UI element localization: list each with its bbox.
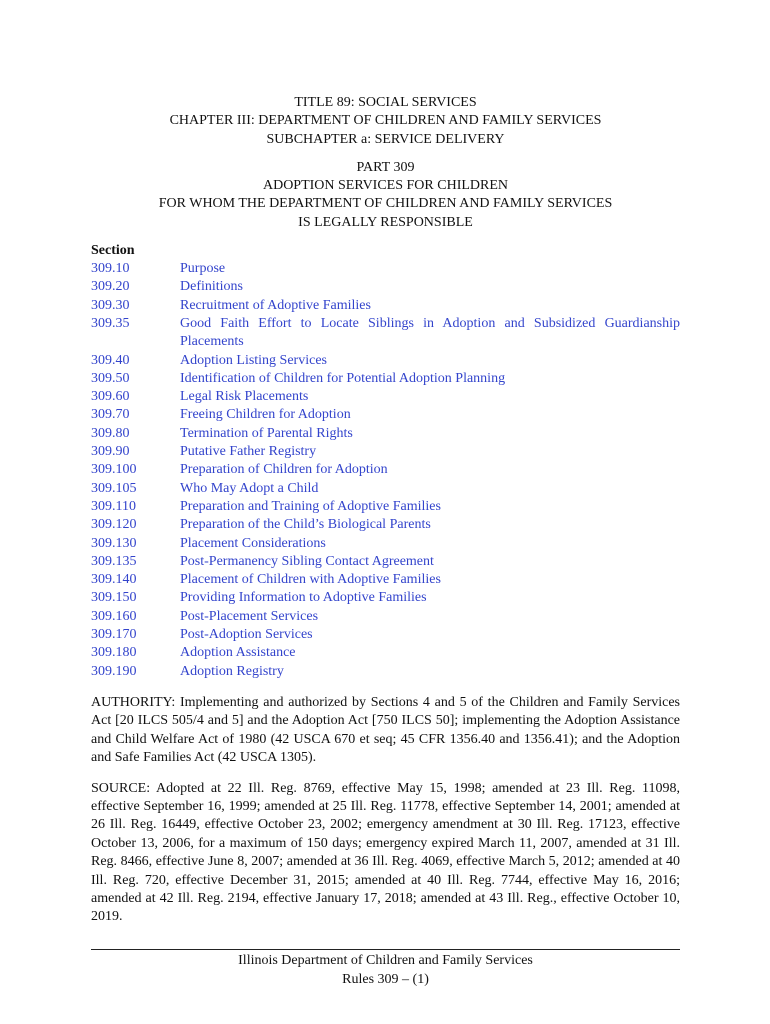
source-paragraph: SOURCE: Adopted at 22 Ill. Reg. 8769, effective May 15, 1998; amended at 23 Ill. Reg. 11098, effective September 16, 1999; amended at 25 Ill. Reg. 11778, effective September 14, 2001; amended at 26 Ill. Reg. 16449, effective October 23, 2002; emergency amendment at 30 Ill. Reg. 17123, effective October 13, 2006, for a maximum of 150 days; emergency expired March 11, 2007, amended at 31 Ill. Reg. 8466, effective June 8, 2007; amended at 36 Ill. Reg. 4069, effective March 5, 2012; amended at 40 Ill. Reg. 720, effective December 31, 2015; amended at 40 Ill. Reg. 7744, effective May 16, 2016; amended at 42 Ill. Reg. 2194, effective January 17, 2018; amended at 43 Ill. Reg., effective October 10, 2019.: [91, 780, 680, 925]
authority-paragraph: AUTHORITY: Implementing and authorized by Sections 4 and 5 of the Children and Family Services Act [20 ILCS 505/4 and 5] and the Adoption Act [750 ILCS 50]; implementing the Adoption Assistance and Child Welfare Act of 1980 (42 USCA 670 et seq; 45 CFR 1356.40 and 1356.41); and the Adoption and Safe Families Act (42 USCA 1305).: [91, 694, 680, 766]
toc-section-number[interactable]: 309.10: [91, 261, 130, 277]
toc-section-number[interactable]: 309.50: [91, 370, 130, 386]
footer-page-number: Rules 309 – (1): [342, 972, 429, 987]
toc-section-link[interactable]: Preparation of the Child’s Biological Parents: [180, 517, 431, 533]
toc-row: [91, 553, 680, 571]
toc-section-number[interactable]: 309.30: [91, 297, 130, 313]
toc-section-number[interactable]: 309.170: [91, 627, 137, 643]
toc-section-number[interactable]: 309.160: [91, 608, 137, 624]
footer-department: Illinois Department of Children and Family Services: [238, 953, 533, 968]
toc-section-number[interactable]: 309.20: [91, 279, 130, 295]
toc-row: [91, 315, 680, 352]
toc-row: [91, 443, 680, 461]
toc-row: [91, 406, 680, 424]
chapter-line: CHAPTER III: DEPARTMENT OF CHILDREN AND FAMILY SERVICES: [169, 113, 602, 129]
toc-row: [91, 425, 680, 443]
toc-row: [91, 352, 680, 370]
toc-section-number[interactable]: 309.60: [91, 389, 130, 405]
toc-row: [91, 388, 680, 406]
toc-row: [91, 498, 680, 516]
toc-section-link[interactable]: Post-Permanency Sibling Contact Agreement: [180, 553, 434, 569]
toc-row: [91, 571, 680, 589]
toc-section-number[interactable]: 309.105: [91, 480, 137, 496]
page-footer: [91, 951, 680, 989]
part-title-line-1: ADOPTION SERVICES FOR CHILDREN: [262, 178, 509, 194]
toc-section-number[interactable]: 309.135: [91, 553, 137, 569]
footer-divider: [91, 949, 680, 950]
toc-section-number[interactable]: 309.140: [91, 572, 137, 588]
toc-row: [91, 260, 680, 278]
toc-section-link[interactable]: Who May Adopt a Child: [180, 480, 319, 496]
toc-section-number[interactable]: 309.35: [91, 315, 130, 331]
toc-section-number[interactable]: 309.70: [91, 407, 130, 423]
toc-section-number[interactable]: 309.40: [91, 352, 130, 368]
toc-row: [91, 480, 680, 498]
toc-row: [91, 663, 680, 681]
toc-section-link[interactable]: Termination of Parental Rights: [180, 425, 353, 441]
toc-row: [91, 535, 680, 553]
toc-section-number[interactable]: 309.90: [91, 444, 130, 460]
toc-section-link[interactable]: Good Faith Effort to Locate Siblings in Adoption and Subsidized Guardianship Placements: [180, 315, 680, 350]
toc-section-link[interactable]: Placement Considerations: [180, 535, 326, 551]
toc-section-link[interactable]: Definitions: [180, 279, 243, 295]
toc-section-link[interactable]: Recruitment of Adoptive Families: [180, 297, 371, 313]
toc-section-link[interactable]: Post-Adoption Services: [180, 627, 313, 643]
toc-row: [91, 589, 680, 607]
title-line: TITLE 89: SOCIAL SERVICES: [294, 95, 477, 110]
toc-section-link[interactable]: Placement of Children with Adoptive Families: [180, 572, 441, 588]
toc-section-link[interactable]: Freeing Children for Adoption: [180, 407, 351, 423]
toc-row: [91, 626, 680, 644]
toc-section-link[interactable]: Preparation of Children for Adoption: [180, 462, 388, 478]
toc-row: [91, 516, 680, 534]
document-heading: [91, 94, 680, 232]
toc-section-number[interactable]: 309.110: [91, 498, 136, 514]
toc-section-link[interactable]: Providing Information to Adoptive Families: [180, 590, 427, 606]
toc-section-link[interactable]: Purpose: [180, 261, 226, 277]
toc-section-number[interactable]: 309.80: [91, 425, 130, 441]
part-number: PART 309: [356, 159, 415, 175]
toc-row: [91, 644, 680, 662]
part-title-line-3: IS LEGALLY RESPONSIBLE: [298, 214, 473, 230]
toc-section-link[interactable]: Preparation and Training of Adoptive Families: [180, 498, 441, 514]
toc-row: [91, 370, 680, 388]
toc-section-number[interactable]: 309.120: [91, 517, 137, 533]
toc-section-link[interactable]: Identification of Children for Potential Adoption Planning: [180, 370, 506, 386]
toc-section-link[interactable]: Post-Placement Services: [180, 608, 319, 624]
toc-section-number[interactable]: 309.190: [91, 663, 137, 679]
toc-section-number[interactable]: 309.100: [91, 462, 137, 478]
toc-section-number[interactable]: 309.130: [91, 535, 137, 551]
table-of-contents: [91, 260, 680, 681]
toc-section-link[interactable]: Adoption Assistance: [180, 645, 296, 661]
section-label: Section: [91, 243, 135, 259]
toc-section-link[interactable]: Adoption Registry: [180, 663, 284, 679]
subchapter-line: SUBCHAPTER a: SERVICE DELIVERY: [266, 131, 505, 147]
toc-section-link[interactable]: Adoption Listing Services: [180, 352, 327, 368]
document-page: [91, 94, 680, 927]
toc-section-link[interactable]: Putative Father Registry: [180, 444, 317, 460]
toc-row: [91, 461, 680, 479]
toc-section-number[interactable]: 309.180: [91, 645, 137, 661]
part-title-line-2: FOR WHOM THE DEPARTMENT OF CHILDREN AND FAMILY SERVICES: [158, 196, 613, 212]
toc-section-number[interactable]: 309.150: [91, 590, 137, 606]
toc-row: [91, 297, 680, 315]
toc-section-link[interactable]: Legal Risk Placements: [180, 389, 309, 405]
toc-row: [91, 608, 680, 626]
toc-row: [91, 278, 680, 296]
